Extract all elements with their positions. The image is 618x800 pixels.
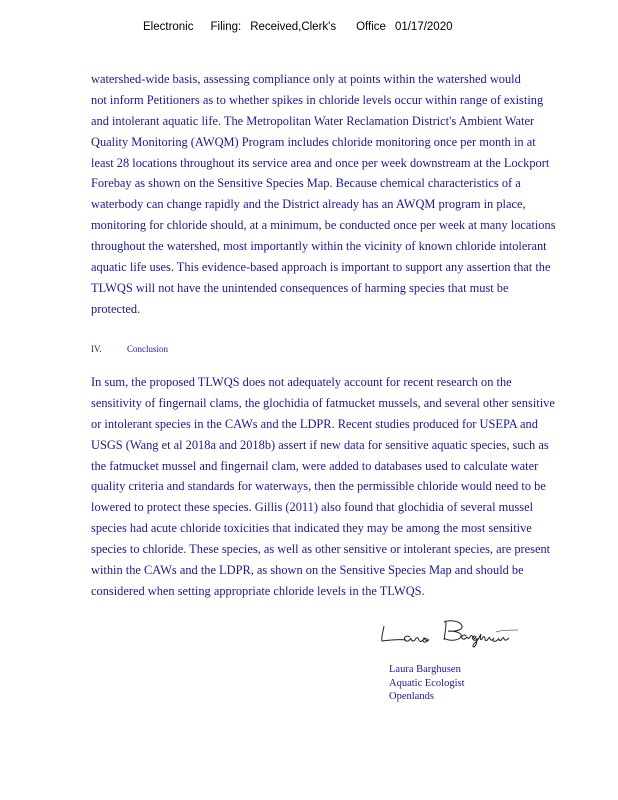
paragraph-line: species had acute chloride toxicities that indicated they may be among the most sensitive <box>91 521 532 536</box>
section-heading <box>91 344 168 354</box>
paragraph-line: Quality Monitoring (AWQM) Program includes chloride monitoring once per month in at <box>91 134 536 149</box>
monitoring-paragraph <box>91 69 601 320</box>
paragraph-line: quality criteria and standards for waterways, then the permissible chloride would need to be <box>91 479 546 494</box>
signer-title: Aquatic Ecologist <box>389 677 465 689</box>
paragraph-line: or intolerant species in the CAWs and the LDPR. Recent studies produced for USEPA and <box>91 416 538 431</box>
paragraph-line: waterbody can change rapidly and the District already has an AWQM program in place, <box>91 197 526 212</box>
paragraph-line: species to chloride. These species, as well as other sensitive or intolerant species, are present <box>91 542 551 557</box>
section-number: IV. <box>91 344 102 354</box>
paragraph-line: aquatic life uses. This evidence-based approach is important to support any assertion that the <box>91 260 551 275</box>
paragraph-line: monitoring for chloride should, at a minimum, be conducted once per week at many locations <box>91 218 556 233</box>
paragraph-line: Forebay as shown on the Sensitive Species Map. Because chemical characteristics of a <box>91 176 521 191</box>
paragraph-line: the fatmucket mussel and fingernail clam, were added to databases used to calculate water <box>91 458 539 473</box>
paragraph-line: sensitivity of fingernail clams, the glochidia of fatmucket mussels, and several other sensitive <box>91 395 555 410</box>
paragraph-line: and intolerant aquatic life. The Metropolitan Water Reclamation District's Ambient Water <box>91 113 535 128</box>
header-received-clerks: Received,Clerk's <box>250 21 337 33</box>
paragraph-line: USGS (Wang et al 2018a and 2018b) assert if new data for sensitive aquatic species, such as <box>91 437 549 452</box>
filing-stamp-header <box>143 21 453 33</box>
paragraph-line: lowered to protect these species. Gillis (2011) also found that glochidia of several mussel <box>91 500 534 515</box>
signer-name: Laura Barghusen <box>389 664 461 675</box>
paragraph-line: TLWQS will not have the unintended consequences of harming species that must be <box>91 280 509 295</box>
paragraph-line: not inform Petitioners as to whether spikes in chloride levels occur within range of existing <box>91 92 544 107</box>
paragraph-line: within the CAWs and the LDPR, as shown on the Sensitive Species Map and should be <box>91 563 524 578</box>
handwritten-signature <box>378 616 528 650</box>
paragraph-line: protected. <box>91 301 141 316</box>
header-electronic: Electronic <box>143 21 194 33</box>
section-title: Conclusion <box>127 344 169 354</box>
paragraph-line: In sum, the proposed TLWQS does not adequately account for recent research on the <box>91 375 512 389</box>
header-date: 01/17/2020 <box>394 21 453 33</box>
paragraph-line: throughout the watershed, most importantly within the vicinity of known chloride intolerant <box>91 239 547 254</box>
header-filing: Filing: <box>210 21 242 33</box>
paragraph-line: watershed-wide basis, assessing compliance only at points within the watershed would <box>91 72 521 86</box>
paragraph-line: considered when setting appropriate chloride levels in the TLWQS. <box>91 583 425 598</box>
conclusion-paragraph <box>91 372 601 602</box>
paragraph-line: least 28 locations throughout its service area and once per week downstream at the Lockport <box>91 155 550 170</box>
header-office: Office <box>356 21 386 33</box>
signer-organization: Openlands <box>389 691 434 703</box>
signature-block <box>389 663 465 704</box>
